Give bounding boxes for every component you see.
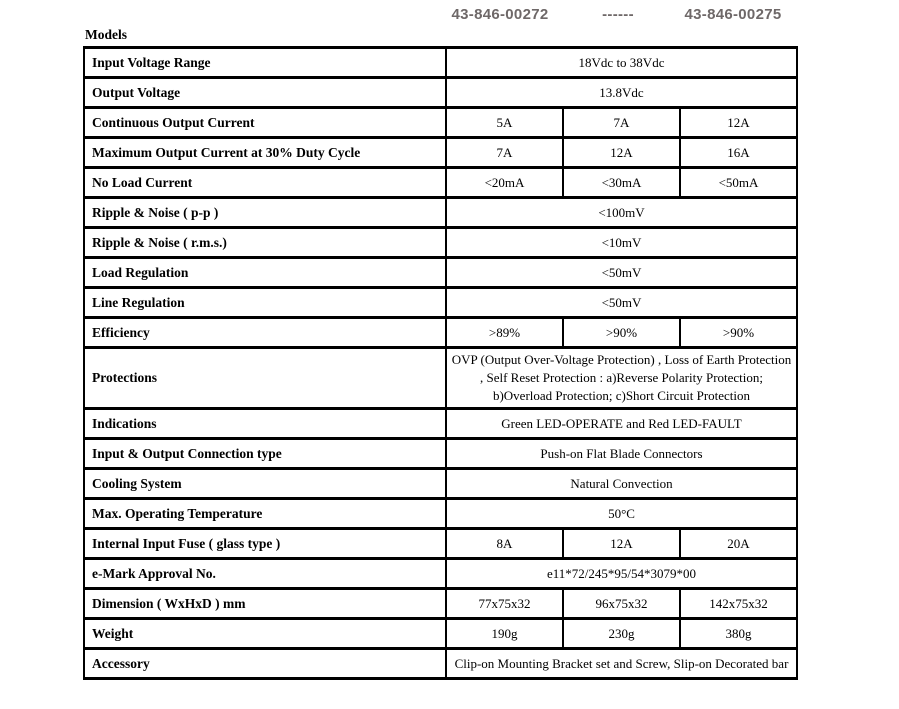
spec-value-cell: 8A [446,529,563,559]
spec-row-label: Load Regulation [84,258,446,288]
spec-value-cell: 12A [563,138,680,168]
spec-value-cell: >90% [680,318,797,348]
spec-value-cell: 18Vdc to 38Vdc [446,48,797,78]
spec-row-label: Weight [84,619,446,649]
table-row [84,48,797,78]
spec-value-cell: 190g [446,619,563,649]
spec-value-cell: 5A [446,108,563,138]
spec-row-label: Input & Output Connection type [84,439,446,469]
table-row [84,439,797,469]
spec-value-cell: 12A [563,529,680,559]
model-number-separator: ------ [602,6,634,23]
spec-value-cell: >90% [563,318,680,348]
table-row [84,138,797,168]
spec-row-label: Protections [84,348,446,409]
model-number-left: 43-846-00272 [451,6,549,23]
spec-value-cell: <50mV [446,288,797,318]
spec-row-label: Continuous Output Current [84,108,446,138]
document-header [0,6,899,28]
spec-row-label: Ripple & Noise ( r.m.s.) [84,228,446,258]
spec-row-label: Line Regulation [84,288,446,318]
table-row [84,619,797,649]
spec-value-cell: <20mA [446,168,563,198]
spec-row-label: Efficiency [84,318,446,348]
table-row [84,559,797,589]
spec-value-cell: 96x75x32 [563,589,680,619]
spec-row-label: Indications [84,409,446,439]
spec-row-label: Output Voltage [84,78,446,108]
table-row [84,258,797,288]
spec-row-label: e-Mark Approval No. [84,559,446,589]
spec-row-label: Dimension ( WxHxD ) mm [84,589,446,619]
table-row [84,589,797,619]
spec-value-cell: <50mA [680,168,797,198]
model-number-right: 43-846-00275 [684,6,782,23]
table-row [84,529,797,559]
spec-row-label: Max. Operating Temperature [84,499,446,529]
spec-row-label: Accessory [84,649,446,679]
spec-row-label: Input Voltage Range [84,48,446,78]
table-row [84,168,797,198]
spec-value-cell: <30mA [563,168,680,198]
spec-table [83,46,798,680]
spec-row-label: Internal Input Fuse ( glass type ) [84,529,446,559]
spec-row-label: No Load Current [84,168,446,198]
spec-value-cell: Clip-on Mounting Bracket set and Screw, Slip-on Decorated bar [446,649,797,679]
table-row [84,78,797,108]
table-row [84,228,797,258]
table-row [84,108,797,138]
spec-value-cell: e11*72/245*95/54*3079*00 [446,559,797,589]
spec-row-label: Ripple & Noise ( p-p ) [84,198,446,228]
spec-value-cell: Natural Convection [446,469,797,499]
table-row [84,198,797,228]
spec-value-cell: >89% [446,318,563,348]
spec-row-label: Cooling System [84,469,446,499]
spec-value-cell: 7A [446,138,563,168]
spec-value-cell: <100mV [446,198,797,228]
spec-value-cell: 16A [680,138,797,168]
table-row [84,288,797,318]
spec-value-cell: 77x75x32 [446,589,563,619]
spec-value-cell: 13.8Vdc [446,78,797,108]
table-row [84,348,797,409]
spec-value-cell: 7A [563,108,680,138]
table-row [84,409,797,439]
spec-value-cell: <50mV [446,258,797,288]
spec-value-cell: 380g [680,619,797,649]
table-row [84,469,797,499]
spec-value-cell: 142x75x32 [680,589,797,619]
spec-value-cell: 50°C [446,499,797,529]
table-row [84,649,797,679]
spec-value-cell: <10mV [446,228,797,258]
spec-value-cell: Green LED-OPERATE and Red LED-FAULT [446,409,797,439]
models-caption: Models [85,27,127,42]
spec-value-cell: OVP (Output Over-Voltage Protection) , Loss of Earth Protection , Self Reset Protection : a)Reverse Polarity Protection; b)Overload Protection; c)Short Circuit Protection [446,348,797,409]
spec-value-cell: Push-on Flat Blade Connectors [446,439,797,469]
spec-value-cell: 12A [680,108,797,138]
spec-value-cell: 230g [563,619,680,649]
spec-row-label: Maximum Output Current at 30% Duty Cycle [84,138,446,168]
table-row [84,499,797,529]
spec-value-cell: 20A [680,529,797,559]
table-row [84,318,797,348]
spec-table-body [84,48,797,679]
